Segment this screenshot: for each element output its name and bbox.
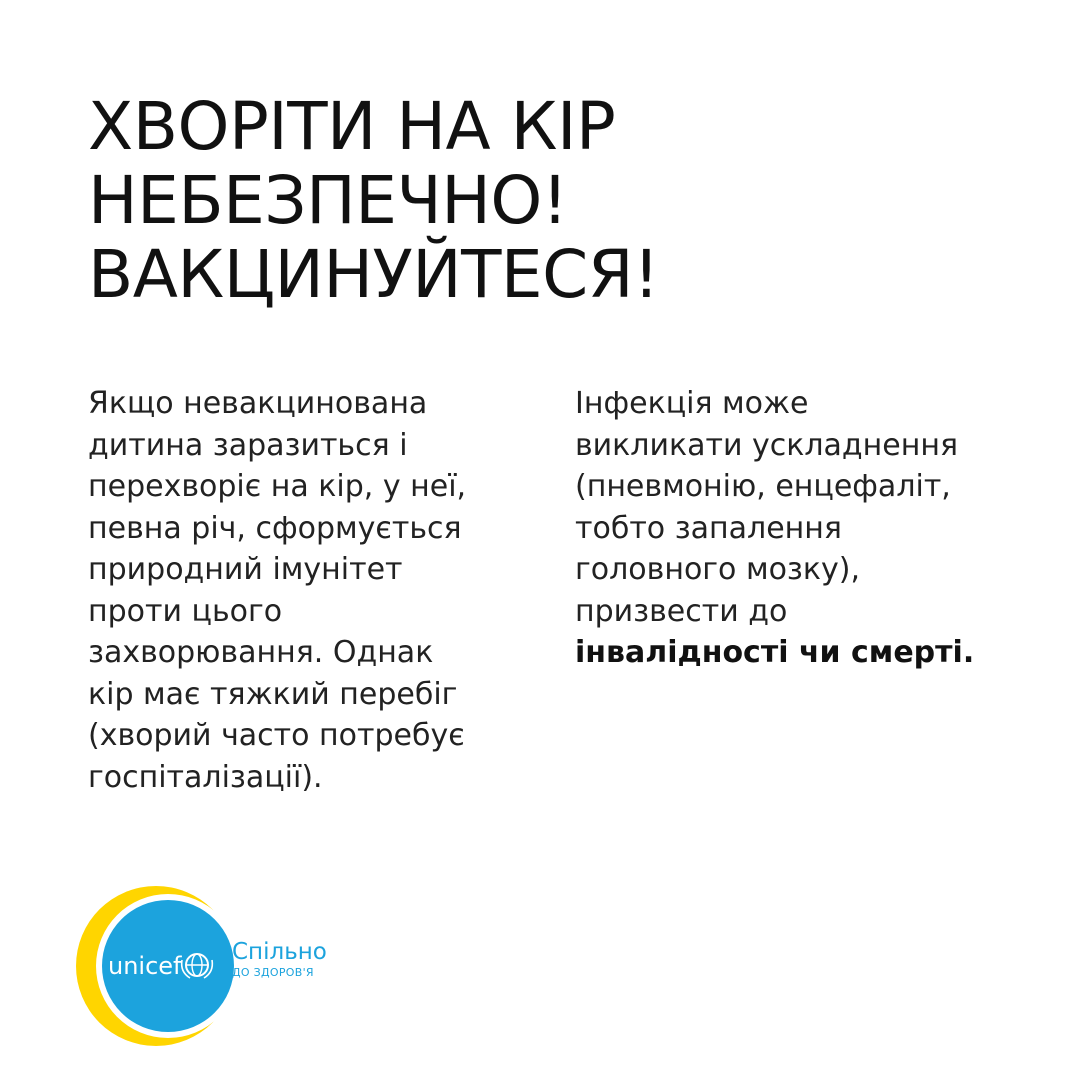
left-line-2: дитина заразиться і <box>88 427 408 463</box>
headline-line-3: ВАКЦИНУЙТЕСЯ! <box>88 236 660 313</box>
right-paragraph <box>575 383 1045 674</box>
left-line-8: кір має тяжкий перебіг <box>88 676 458 712</box>
right-line-4: тобто запалення <box>575 510 842 546</box>
unicef-wordmark: unicef <box>108 952 182 980</box>
left-line-10: госпіталізації). <box>88 759 323 795</box>
headline-line-1: ХВОРІТИ НА КІР <box>88 88 616 165</box>
headline <box>88 90 1048 312</box>
left-line-9: (хворий часто потребує <box>88 718 465 753</box>
right-line-3: (пневмонію, енцефаліт, <box>575 469 951 504</box>
unicef-logo-graphic <box>76 886 236 1046</box>
unicef-logo <box>76 886 236 1046</box>
right-line-5: головного мозку), <box>575 552 860 587</box>
headline-line-2: НЕБЕЗПЕЧНО! <box>88 162 568 239</box>
brand-tagline: ДО ЗДОРОВ'Я <box>232 966 314 979</box>
left-line-3: перехворіє на кір, у неї, <box>88 469 467 504</box>
left-paragraph <box>88 383 528 798</box>
left-line-7: захворювання. Однак <box>88 635 434 670</box>
left-line-4: певна річ, сформується <box>88 510 462 546</box>
right-line-6: призвести до <box>575 593 788 629</box>
brand-name: Спільно <box>232 939 327 965</box>
left-line-1: Якщо невакцинована <box>88 386 428 421</box>
right-line-1: Інфекція може <box>575 386 809 421</box>
right-line-2: викликати ускладнення <box>575 427 958 463</box>
left-line-6: проти цього <box>88 593 283 629</box>
right-bold-line: інвалідності чи смерті. <box>575 635 975 670</box>
brand-block <box>232 938 327 980</box>
left-line-5: природний імунітет <box>88 552 403 587</box>
